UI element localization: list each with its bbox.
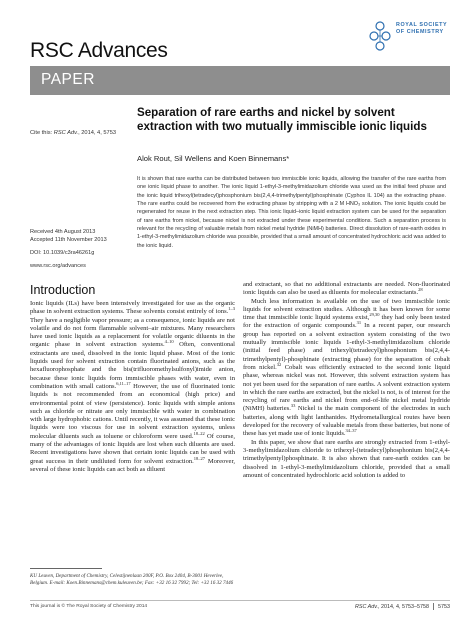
reference[interactable]: 18–22: [193, 430, 205, 436]
footer-separator: [433, 603, 434, 610]
accepted-date: Accepted 11th November 2013: [30, 237, 107, 244]
affiliation-footnote: KU Leuven, Department of Chemistry, Celestijnenlaan 200F, P.O. Box 2404, B-3001 Heverlee, Belgium. E-mail: Koen.Binnemans@chem.kuleuven.be; Fax: +32 16 32 7992; Tel: +32 16 32 7446: [30, 573, 234, 587]
cite-details: , 2014, 4, 5753: [78, 130, 117, 136]
reference[interactable]: 32: [276, 361, 282, 367]
page-number: 5753: [438, 603, 450, 610]
body-column-left: [30, 300, 235, 474]
paragraph: Much less information is available on the use of two immiscible ionic liquids for solvent extraction studies. Although it has been known for some time that immiscible ionic liquid systems exist,$^{29,30}$ they had only been tested for the extraction of organic compounds.$^{31}$ In a recent paper, our research group has reported on a solvent extraction system consisting of the two mutually immiscible ionic liquids 1-ethyl-3-methylimidazolium chloride (initial feed phase) and trihexyl(tetradecyl)phosphonium bis(2,4,4-trimethylpentyl)-phosphinate (extracting phase) for the separation of cobalt from nickel.$^{32}$ Cobalt was efficiently extracted to the second ionic liquid phase, whereas nickel was not. However, this solvent extraction system has not yet been used for the separation of rare earths. A solvent extraction system in which the rare earths are extracted, but the nickel is not, is of interest for the recycling of rare earths and nickel from end-of-life nickel metal hydride (NiMH) batteries.$^{33}$ Nickel is the main component of the electrodes in such batteries, along with light lanthanides. Hydrometallurgical routes have been developed for the recovery of valuable metals from these batteries, but none of these has yet made use of ionic liquids.$^{34-37}$: [243, 297, 451, 438]
paragraph: Ionic liquids (ILs) have been intensively investigated for use as the organic phase in solvent extraction systems. These solvents consist entirely of ions.$^{1-3}$ They have a negligible vapor pressure; as a consequence, ionic liquids are not volatile and do not form flammable solvent–air mixtures. Many researchers have used ionic liquids as a replacement for volatile organic diluents in the organic phase in solvent extraction systems.$^{4-10}$ Often, conventional extractants are used, dissolved in the ionic liquid phase. Most of the ionic liquids used for solvent extraction contain fluorinated anions, such as the hexafluorophosphate and the bis(trifluoromethylsulfonyl)imide anion, because these ionic liquids form immiscible phases with water, even in combination with small cations.$^{6,11-17}$ However, the use of fluorinated ionic liquids is not recommended from an economical (high price) and environmental point of view (persistence). Ionic liquids with simple anions such as chloride or nitrate are only immiscible with water in combination with large hydrophobic cations. Until recently, it was assumed that these ionic liquids were too viscous for use in solvent extraction systems, unless molecular diluents such as toluene or chloroform were used.$^{18-22}$ Of course, many of the advantages of ionic liquids are lost when such diluents are used. Recent investigations have shown that certain ionic liquids can be used with great success in their undiluted form for solvent extraction.$^{18-27}$ Moreover, several of these ionic liquids can act both as diluent: [30, 300, 236, 473]
logo-line-2: OF CHEMISTRY: [396, 28, 444, 35]
footer-journal: RSC Adv.: [354, 603, 379, 610]
received-date: Received 4th August 2013: [30, 229, 96, 235]
reference[interactable]: 4–10: [164, 339, 174, 345]
doi[interactable]: DOI: 10.1039/c3ra46261g: [30, 250, 95, 256]
reference[interactable]: 6,11–17: [116, 380, 131, 386]
paragraph: and extractant, so that no additional extractants are needed. Non-fluorinated ionic liquids can also be used as diluents for molecular extractants.$^{28}$: [243, 281, 450, 297]
article-title: Separation of rare earths and nickel by solvent extraction with two mutually immiscible ionic liquids: [137, 106, 427, 133]
cite-journal: RSC Adv.: [53, 130, 79, 136]
reference[interactable]: 28: [418, 287, 423, 293]
article-type: PAPER: [41, 71, 95, 88]
paragraph: In this paper, we show that rare earths are strongly extracted from 1-ethyl-3-methylimidazolium chloride to trihexyl-(tetradecyl)phosphonium bis(2,4,4-trimethylpentyl)phosphinate. It is also shown that rare-earth oxides can be dissolved in 1-ethyl-3-methylimidazolium chloride, provided that a small amount of concentrated hydrochloric acid solution is added to: [243, 438, 450, 479]
footnote-divider: [30, 568, 102, 569]
section-heading-introduction: Introduction: [30, 283, 96, 297]
footer-citation: , 2014, 4, 5753–5758: [378, 603, 429, 610]
reference[interactable]: 1–3: [228, 306, 235, 312]
footer-divider: [30, 600, 450, 601]
reference[interactable]: 18–27: [193, 455, 206, 461]
journal-url[interactable]: www.rsc.org/advances: [30, 263, 86, 269]
logo-line-1: ROYAL SOCIETY: [396, 22, 448, 28]
abstract: It is shown that rare earths can be distributed between two immiscible ionic liquids, allowing the transfer of the rare earths from one ionic liquid phase to another. The ionic liquid 1-ethyl-3-methylimidazolium chloride was used as the initial feed phase and the ionic liquid trihexyl(tetradecyl)phosphonium bis(2,4,4-trimethylpentyl)phosphinate (Cyphos IL 104) as the extracting phase. The rare earths could be recovered from the extracting phase by stripping with a 2 M HNO₃ solution. The ionic liquids could be regenerated for reuse in the next extraction step. This ionic liquid–ionic liquid extraction system can be used for the separation of rare earths from nickel, because nickel is not extracted under these experimental conditions. Such a separation process is relevant for the recycling of valuable metals from nickel metal hydride (NiMH) batteries. Direct dissolution of rare-earth oxides in 1-ethyl-3-methylimidazolium chloride was possible, provided that a small amount of concentrated hydrochloric acid was added to the ionic liquid.: [137, 176, 446, 249]
rsc-logo-icon: [366, 17, 394, 53]
authors: Alok Rout, Sil Wellens and Koen Binnemans*: [137, 154, 290, 163]
page-footer: [355, 603, 450, 610]
reference[interactable]: 34–37: [345, 428, 357, 434]
body-column-right: [243, 281, 450, 480]
copyright-footer: This journal is © The Royal Society of Chemistry 2014: [30, 604, 148, 609]
reference[interactable]: 29,30: [369, 312, 380, 318]
reference[interactable]: 33: [290, 403, 296, 409]
cite-this: [30, 130, 116, 136]
article-type-bar: [30, 66, 450, 95]
rsc-logo: [366, 14, 450, 58]
dates: [30, 228, 107, 245]
journal-name: RSC Advances: [30, 39, 168, 62]
reference[interactable]: 31: [356, 320, 362, 326]
cite-label: Cite this:: [30, 130, 53, 136]
